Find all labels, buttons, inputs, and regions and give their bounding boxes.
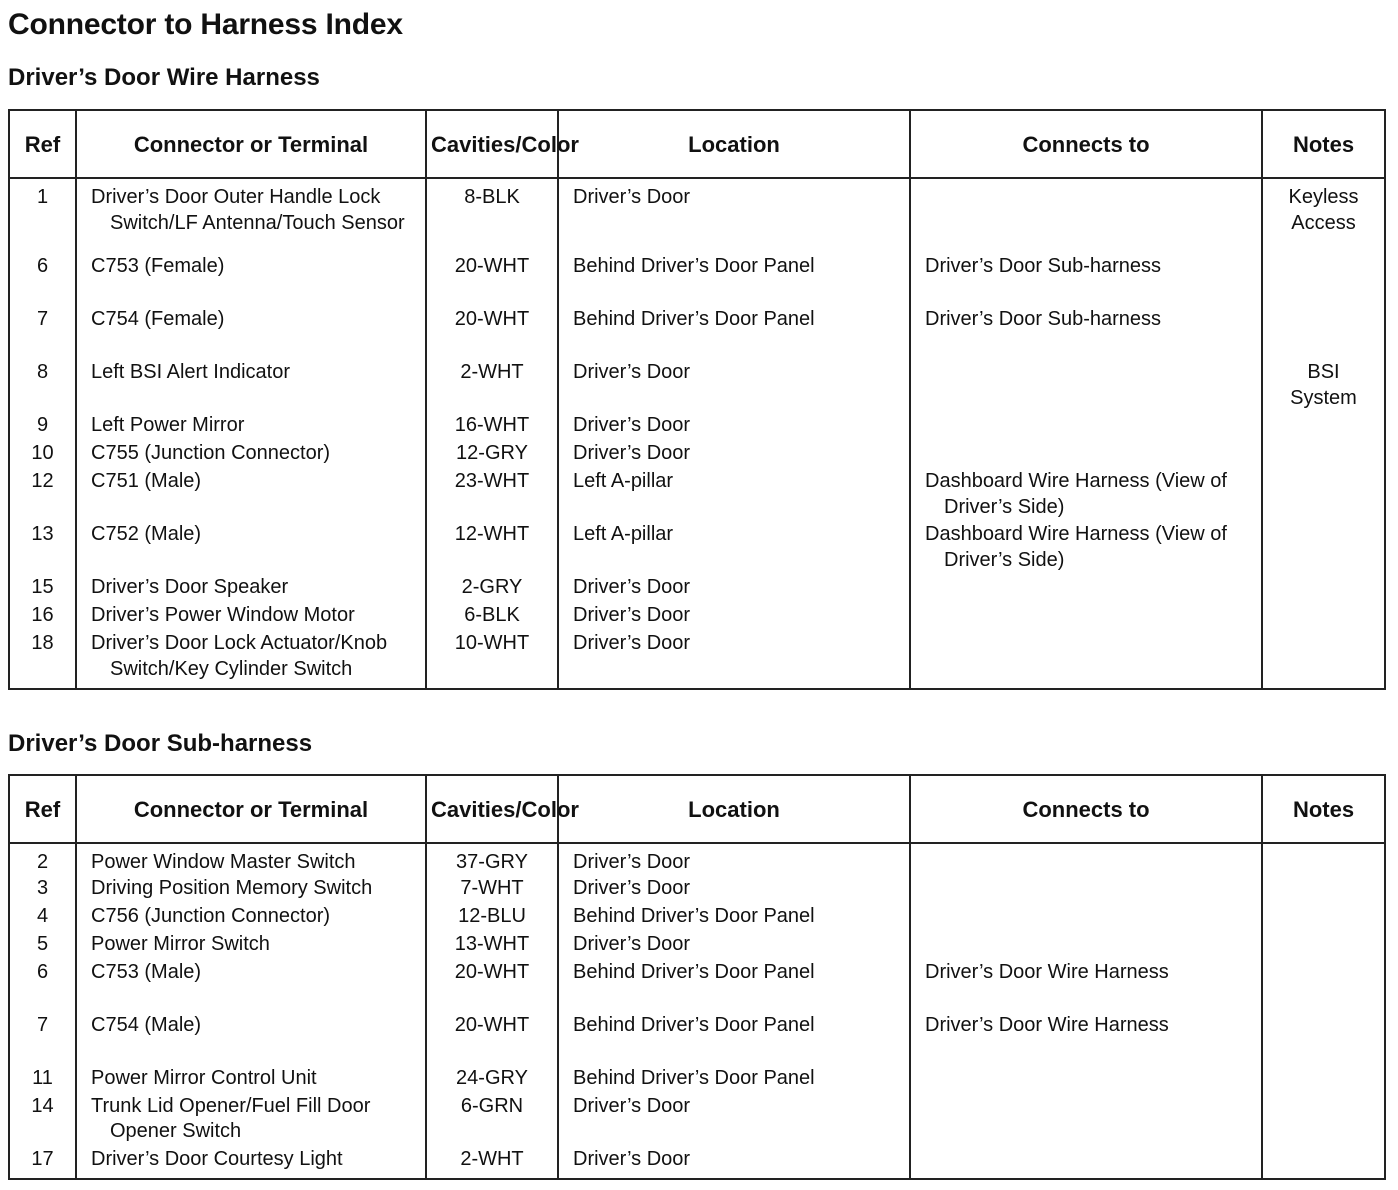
row-notes-line: BSI [1307, 361, 1340, 383]
row-cavities-text: 12-WHT [454, 523, 530, 545]
row-location [558, 631, 910, 689]
row-ref-text: 13 [31, 523, 54, 545]
header-ref: Ref [9, 775, 76, 843]
row-connector-text: C751 (Male) [91, 470, 202, 492]
row-location [558, 522, 910, 575]
row-cavities-text: 8-BLK [464, 186, 520, 208]
row-location [558, 932, 910, 960]
row-notes [1262, 575, 1385, 603]
row-connects-to-text: Dashboard Wire Harness (View of Driver’s Side) [925, 470, 1227, 518]
header-connects-to: Connects to [910, 775, 1262, 843]
row-cavities [426, 1094, 558, 1147]
row-location [558, 441, 910, 469]
header-cavities-line1: Cavities/ [431, 796, 522, 822]
row-location-text: Behind Driver’s Door Panel [573, 255, 815, 277]
header-location: Location [558, 775, 910, 843]
row-location-text: Driver’s Door [573, 576, 691, 598]
header-notes: Notes [1262, 110, 1385, 178]
table-row [9, 1066, 1385, 1094]
row-cavities [426, 960, 558, 1013]
row-cavities-text: 20-WHT [454, 1013, 530, 1036]
row-connector [76, 522, 426, 575]
row-notes [1262, 469, 1385, 522]
row-ref [9, 1013, 76, 1066]
row-ref [9, 932, 76, 960]
table-row [9, 575, 1385, 603]
row-location-text: Driver’s Door [573, 604, 691, 626]
row-cavities-text: 20-WHT [454, 255, 530, 277]
row-cavities-text: 12-GRY [456, 442, 528, 464]
row-connects-to [910, 843, 1262, 876]
row-connector-text: C755 (Junction Connector) [91, 442, 331, 464]
header-cavities [426, 110, 579, 178]
row-notes-line: Access [1291, 211, 1356, 234]
row-cavities-text: 20-WHT [454, 308, 530, 330]
row-notes [1262, 178, 1385, 254]
row-cavities-text: 13-WHT [454, 932, 530, 955]
row-connects-to [910, 1013, 1262, 1066]
wire-harness-table [8, 109, 1386, 690]
row-ref-text: 14 [31, 1094, 54, 1117]
row-cavities-text: 20-WHT [454, 960, 530, 983]
row-connects-to [910, 631, 1262, 689]
row-connector [76, 631, 426, 689]
row-ref [9, 876, 76, 904]
row-ref-text: 18 [31, 632, 54, 654]
row-notes [1262, 631, 1385, 689]
row-location [558, 603, 910, 631]
row-ref-text: 11 [32, 1066, 53, 1089]
row-notes [1262, 843, 1385, 876]
header-cavities [426, 775, 579, 843]
row-location-text: Driver’s Door [573, 1147, 691, 1170]
row-cavities-text: 2-WHT [460, 361, 524, 383]
row-ref [9, 1066, 76, 1094]
row-cavities [426, 413, 558, 441]
row-notes [1262, 254, 1385, 307]
row-connector-text: Driver’s Door Speaker [91, 576, 289, 598]
row-cavities [426, 876, 558, 904]
sub-harness-table [8, 774, 1386, 1180]
row-ref-text: 1 [36, 186, 49, 208]
row-ref [9, 360, 76, 413]
row-cavities-text: 2-WHT [460, 1147, 524, 1170]
row-location [558, 575, 910, 603]
table-row [9, 1094, 1385, 1147]
row-location-text: Behind Driver’s Door Panel [573, 960, 815, 983]
row-location-text: Behind Driver’s Door Panel [573, 1013, 815, 1036]
row-notes [1262, 522, 1385, 575]
row-location-text: Driver’s Door [573, 442, 691, 464]
row-connector-text: C754 (Male) [91, 1013, 202, 1036]
row-location [558, 413, 910, 441]
row-cavities-text: 16-WHT [454, 414, 530, 436]
row-connector [76, 843, 426, 876]
row-notes [1262, 932, 1385, 960]
header-connector: Connector or Terminal [76, 775, 426, 843]
row-cavities [426, 307, 558, 360]
row-ref-text: 12 [31, 470, 54, 492]
row-ref-text: 5 [36, 932, 49, 955]
row-location-text: Left A-pillar [573, 523, 674, 545]
row-connects-to-text: Dashboard Wire Harness (View of Driver’s Side) [925, 523, 1227, 571]
row-connects-to [910, 413, 1262, 441]
table-row [9, 307, 1385, 360]
table-row [9, 178, 1385, 254]
row-ref-text: 6 [36, 960, 49, 983]
row-notes-line: Keyless [1288, 186, 1359, 208]
header-ref: Ref [9, 110, 76, 178]
row-ref [9, 575, 76, 603]
row-connects-to [910, 254, 1262, 307]
row-ref-text: 16 [31, 604, 54, 626]
row-location-text: Behind Driver’s Door Panel [573, 308, 815, 330]
row-connects-to [910, 575, 1262, 603]
row-location [558, 360, 910, 413]
row-connector [76, 469, 426, 522]
row-cavities [426, 178, 558, 254]
table-row [9, 932, 1385, 960]
row-ref [9, 631, 76, 689]
row-connects-to-text: Driver’s Door Sub-harness [925, 255, 1162, 277]
row-cavities [426, 469, 558, 522]
row-connector-text: Driver’s Door Lock Actuator/Knob Switch/Key Cylinder Switch [91, 632, 388, 680]
row-location-text: Driver’s Door [573, 1094, 691, 1117]
table-row [9, 843, 1385, 876]
row-notes [1262, 876, 1385, 904]
row-cavities [426, 631, 558, 689]
row-notes [1262, 1013, 1385, 1066]
row-location [558, 843, 910, 876]
row-cavities [426, 603, 558, 631]
row-cavities-text: 23-WHT [454, 470, 530, 492]
row-connects-to [910, 932, 1262, 960]
row-connector [76, 413, 426, 441]
row-notes [1262, 1066, 1385, 1094]
row-cavities [426, 904, 558, 932]
row-ref-text: 7 [36, 308, 49, 330]
table-body [9, 178, 1385, 689]
row-ref [9, 904, 76, 932]
row-connector-text: Driver’s Door Courtesy Light [91, 1147, 343, 1170]
header-notes: Notes [1262, 775, 1385, 843]
row-connects-to [910, 441, 1262, 469]
row-notes [1262, 1094, 1385, 1147]
table-row [9, 469, 1385, 522]
row-notes [1262, 307, 1385, 360]
row-cavities [426, 932, 558, 960]
row-ref [9, 307, 76, 360]
row-connector-text: C754 (Female) [91, 308, 225, 330]
row-connector [76, 603, 426, 631]
row-connects-to [910, 960, 1262, 1013]
table-header-row [9, 110, 1385, 178]
row-location-text: Driver’s Door [573, 632, 691, 654]
row-connects-to-text: Driver’s Door Wire Harness [925, 1013, 1169, 1036]
row-connector [76, 307, 426, 360]
row-location [558, 876, 910, 904]
row-connector [76, 441, 426, 469]
row-connects-to [910, 904, 1262, 932]
row-location [558, 254, 910, 307]
row-connector-text: Power Mirror Control Unit [91, 1066, 317, 1089]
header-connects-to: Connects to [910, 110, 1262, 178]
row-cavities [426, 575, 558, 603]
row-connects-to [910, 1066, 1262, 1094]
row-location [558, 1066, 910, 1094]
row-cavities [426, 360, 558, 413]
row-cavities [426, 522, 558, 575]
row-cavities-text: 10-WHT [454, 632, 530, 654]
row-location [558, 904, 910, 932]
row-cavities-text: 24-GRY [456, 1066, 528, 1089]
row-ref [9, 960, 76, 1013]
table-row [9, 522, 1385, 575]
header-location: Location [558, 110, 910, 178]
row-connector [76, 1066, 426, 1094]
row-ref-text: 4 [36, 904, 49, 927]
table-row [9, 413, 1385, 441]
row-location-text: Left A-pillar [573, 470, 674, 492]
header-cavities-line1: Cavities/ [431, 131, 522, 157]
section-title-wire-harness: Driver’s Door Wire Harness [8, 64, 320, 91]
row-connector [76, 1094, 426, 1147]
row-ref [9, 441, 76, 469]
row-connector-text: C753 (Female) [91, 255, 225, 277]
row-location-text: Driver’s Door [573, 414, 691, 436]
row-ref-text: 7 [36, 1013, 49, 1036]
row-connects-to-text: Driver’s Door Wire Harness [925, 960, 1169, 983]
row-notes [1262, 603, 1385, 631]
row-cavities-text: 12-BLU [458, 904, 526, 927]
row-notes [1262, 441, 1385, 469]
row-notes [1262, 413, 1385, 441]
row-location-text: Driver’s Door [573, 876, 691, 899]
row-connector-text: Driving Position Memory Switch [91, 876, 373, 899]
row-connector [76, 178, 426, 254]
row-connector-text: Left Power Mirror [91, 414, 245, 436]
row-location [558, 1094, 910, 1147]
row-ref [9, 469, 76, 522]
row-cavities [426, 1147, 558, 1180]
row-ref-text: 3 [36, 876, 49, 899]
table-row [9, 1147, 1385, 1180]
row-ref [9, 254, 76, 307]
row-location-text: Driver’s Door [573, 932, 691, 955]
row-connector [76, 876, 426, 904]
row-connects-to [910, 360, 1262, 413]
row-notes [1262, 960, 1385, 1013]
row-connector [76, 932, 426, 960]
row-connector [76, 254, 426, 307]
row-location-text: Behind Driver’s Door Panel [573, 1066, 815, 1089]
row-connects-to [910, 178, 1262, 254]
row-ref [9, 1147, 76, 1180]
row-notes [1262, 904, 1385, 932]
header-cavities-line2: Color [521, 131, 579, 157]
row-connector [76, 1013, 426, 1066]
header-connector: Connector or Terminal [76, 110, 426, 178]
row-location [558, 960, 910, 1013]
table-row [9, 441, 1385, 469]
row-ref-text: 8 [36, 361, 49, 383]
table-row [9, 960, 1385, 1013]
row-connector-text: Power Mirror Switch [91, 932, 270, 955]
row-connects-to [910, 307, 1262, 360]
row-connects-to [910, 522, 1262, 575]
row-cavities [426, 843, 558, 876]
row-ref [9, 178, 76, 254]
row-cavities-text: 6-BLK [464, 604, 520, 626]
row-ref [9, 413, 76, 441]
row-connector [76, 904, 426, 932]
row-cavities-text: 6-GRN [460, 1094, 524, 1117]
table-row [9, 603, 1385, 631]
row-ref-text: 2 [36, 851, 49, 873]
row-notes [1262, 360, 1385, 413]
table-row [9, 904, 1385, 932]
row-connector-text: Driver’s Power Window Motor [91, 604, 355, 626]
row-connects-to [910, 1147, 1262, 1180]
row-connector-text: Power Window Master Switch [91, 851, 356, 873]
table-body [9, 843, 1385, 1179]
row-cavities [426, 254, 558, 307]
table-row [9, 360, 1385, 413]
row-location [558, 469, 910, 522]
row-location-text: Behind Driver’s Door Panel [573, 904, 815, 927]
row-cavities [426, 1066, 558, 1094]
row-location-text: Driver’s Door [573, 361, 691, 383]
row-connector-text: C756 (Junction Connector) [91, 904, 331, 927]
row-connector-text: C753 (Male) [91, 960, 202, 983]
row-connector [76, 575, 426, 603]
row-cavities-text: 7-WHT [460, 876, 524, 899]
row-connects-to-text: Driver’s Door Sub-harness [925, 308, 1162, 330]
row-cavities [426, 1013, 558, 1066]
section-title-sub-harness: Driver’s Door Sub-harness [8, 730, 313, 757]
page-title: Connector to Harness Index [8, 8, 403, 41]
row-connects-to [910, 603, 1262, 631]
row-ref-text: 6 [36, 255, 49, 277]
table-row [9, 631, 1385, 689]
table-header-row [9, 775, 1385, 843]
row-location [558, 307, 910, 360]
row-ref-text: 17 [31, 1147, 54, 1170]
row-ref [9, 843, 76, 876]
row-ref [9, 522, 76, 575]
row-location [558, 1013, 910, 1066]
row-connector-text: Left BSI Alert Indicator [91, 361, 290, 383]
row-connector-text: Driver’s Door Outer Handle Lock Switch/LF Antenna/Touch Sensor [91, 186, 405, 234]
row-location-text: Driver’s Door [573, 851, 691, 873]
row-cavities-text: 37-GRY [456, 851, 528, 873]
row-location-text: Driver’s Door [573, 186, 691, 208]
header-cavities-line2: Color [521, 796, 579, 822]
row-connector-text: Trunk Lid Opener/Fuel Fill Door Opener Switch [91, 1094, 371, 1142]
table-row [9, 876, 1385, 904]
row-connector [76, 960, 426, 1013]
row-ref-text: 10 [31, 442, 54, 464]
row-cavities-text: 2-GRY [461, 576, 523, 598]
row-ref [9, 603, 76, 631]
row-connector-text: C752 (Male) [91, 523, 202, 545]
row-location [558, 178, 910, 254]
row-connector [76, 360, 426, 413]
table-row [9, 1013, 1385, 1066]
row-notes [1262, 1147, 1385, 1180]
row-location [558, 1147, 910, 1180]
row-cavities [426, 441, 558, 469]
row-connector [76, 1147, 426, 1180]
row-ref-text: 9 [36, 414, 49, 436]
row-ref-text: 15 [31, 576, 54, 598]
row-connects-to [910, 469, 1262, 522]
row-connects-to [910, 1094, 1262, 1147]
table-row [9, 254, 1385, 307]
row-ref [9, 1094, 76, 1147]
row-connects-to [910, 876, 1262, 904]
row-notes-line: System [1290, 386, 1357, 409]
